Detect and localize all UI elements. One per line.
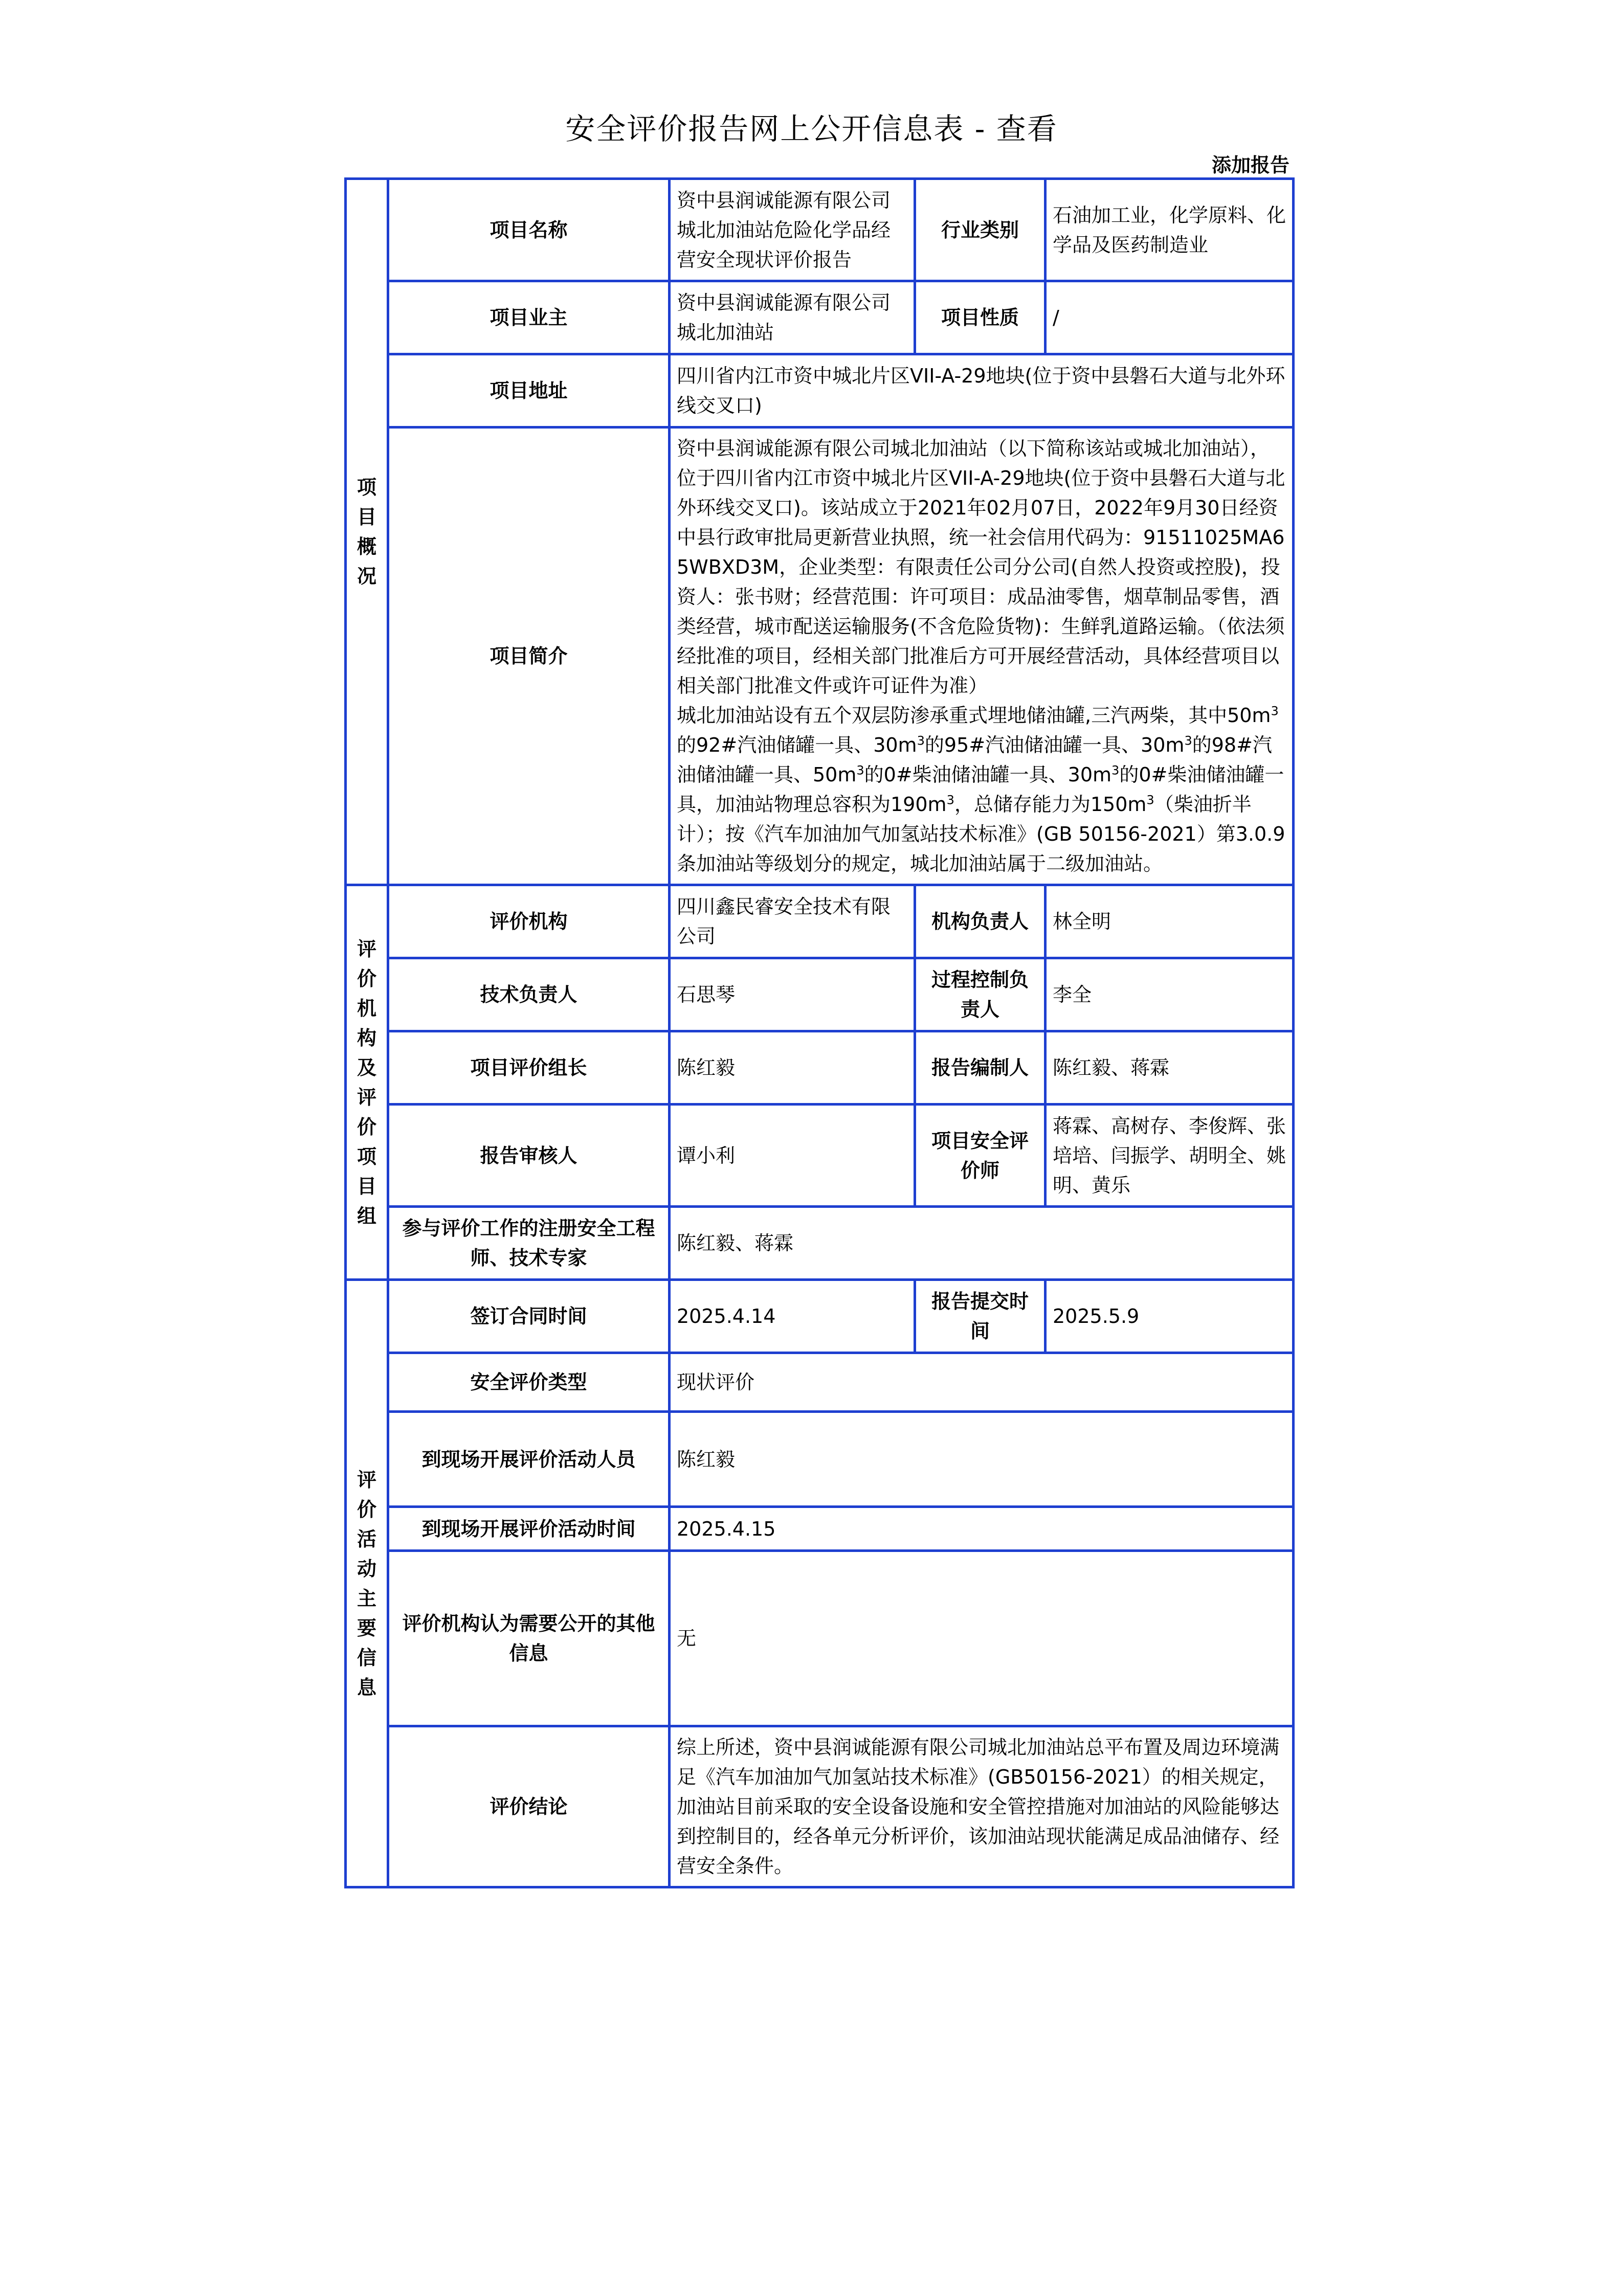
engineers-value: 陈红毅、蒋霖 xyxy=(670,1207,1294,1280)
tech-head-label: 技术负责人 xyxy=(388,958,670,1031)
org-label: 评价机构 xyxy=(388,885,670,958)
team-leader-label: 项目评价组长 xyxy=(388,1031,670,1105)
report-author-label: 报告编制人 xyxy=(915,1031,1046,1105)
site-staff-label: 到现场开展评价活动人员 xyxy=(388,1412,670,1507)
conclusion-value: 综上所述，资中县润诚能源有限公司城北加油站总平布置及周边环境满足《汽车加油加气加氢站技术标准》(GB50156-2021）的相关规定，加油站目前采取的安全设备设施和安全管控措施对加油站的风险能够达到控制目的，经各单元分析评价，该加油站现状能满足成品油储存、经营安全条件。 xyxy=(670,1726,1294,1887)
intro-paragraph: 资中县润诚能源有限公司城北加油站（以下简称该站或城北加油站），位于四川省内江市资中城北片区VII-A-29地块(位于资中县磐石大道与北外环线交叉口)。该站成立于2021年02月07日，2022年9月30日经资中县行政审批局更新营业执照，统一社会信用代码为：91511025MA65WBXD3M，企业类型：有限责任公司分公司(自然人投资或控股)，投资人：张书财；经营范围：许可项目：成品油零售，烟草制品零售，酒类经营，城市配送运输服务(不含危险货物)：生鲜乳道路运输。（依法须经批准的项目，经相关部门批准后方可开展经营活动，具体经营项目以相关部门批准文件或许可证件为准） xyxy=(677,437,1285,697)
table-row xyxy=(346,1412,1294,1507)
section-label-activity: 评价活动主要信息 xyxy=(346,1280,388,1887)
submit-time-value: 2025.5.9 xyxy=(1046,1280,1294,1353)
site-time-label: 到现场开展评价活动时间 xyxy=(388,1507,670,1551)
table-row xyxy=(346,1507,1294,1551)
owner-value: 资中县润诚能源有限公司城北加油站 xyxy=(670,281,915,354)
team-leader-value: 陈红毅 xyxy=(670,1031,915,1105)
table-row xyxy=(346,885,1294,958)
table-row xyxy=(346,958,1294,1031)
intro-label: 项目简介 xyxy=(388,427,670,885)
org-head-label: 机构负责人 xyxy=(915,885,1046,958)
table-row xyxy=(346,1353,1294,1412)
project-name-value: 资中县润诚能源有限公司城北加油站危险化学品经营安全现状评价报告 xyxy=(670,179,915,281)
add-report-link[interactable]: 添加报告 xyxy=(1211,154,1289,176)
intro-value xyxy=(670,427,1294,885)
table-row xyxy=(346,427,1294,885)
table-row xyxy=(346,354,1294,427)
table-row xyxy=(346,1207,1294,1280)
section-label-org: 评价机构及评价项目组 xyxy=(346,885,388,1280)
table-row xyxy=(346,1105,1294,1207)
industry-label: 行业类别 xyxy=(915,179,1046,281)
eval-type-value: 现状评价 xyxy=(670,1353,1294,1412)
conclusion-label: 评价结论 xyxy=(388,1726,670,1887)
intro-tank-paragraph: 城北加油站设有五个双层防渗承重式埋地储油罐,三汽两柴，其中$50m^3$的92#汽油储罐一具、$30m^3$的95#汽油储油罐一具、$30m^3$的98#汽油储油罐一具、$50m^3$的0#柴油储油罐一具、$30m^3$的0#柴油储油罐一具，加油站物理总容积为$190m^3$，总储存能力为$150m^3$（柴油折半计）；按《汽车加油加气加氢站技术标准》(GB 50156-2021）第3.0.9条加油站等级划分的规定，城北加油站属于二级加油站。 xyxy=(677,704,1285,875)
table-row xyxy=(346,281,1294,354)
other-info-value: 无 xyxy=(670,1551,1294,1726)
reviewer-value: 谭小利 xyxy=(670,1105,915,1207)
engineers-label: 参与评价工作的注册安全工程师、技术专家 xyxy=(388,1207,670,1280)
info-table xyxy=(344,177,1295,1888)
eval-type-label: 安全评价类型 xyxy=(388,1353,670,1412)
industry-value: 石油加工业，化学原料、化学品及医药制造业 xyxy=(1046,179,1294,281)
table-row xyxy=(346,179,1294,281)
nature-label: 项目性质 xyxy=(915,281,1046,354)
project-name-label: 项目名称 xyxy=(388,179,670,281)
site-time-value: 2025.4.15 xyxy=(670,1507,1294,1551)
contract-time-label: 签订合同时间 xyxy=(388,1280,670,1353)
address-value: 四川省内江市资中城北片区VII-A-29地块(位于资中县磐石大道与北外环线交叉口) xyxy=(670,354,1294,427)
other-info-label: 评价机构认为需要公开的其他信息 xyxy=(388,1551,670,1726)
table-row xyxy=(346,1726,1294,1887)
process-head-value: 李全 xyxy=(1046,958,1294,1031)
table-row xyxy=(346,1551,1294,1726)
table-row xyxy=(346,1280,1294,1353)
org-value: 四川鑫民睿安全技术有限公司 xyxy=(670,885,915,958)
page-title: 安全评价报告网上公开信息表 - 查看 xyxy=(565,111,1058,146)
reviewer-label: 报告审核人 xyxy=(388,1105,670,1207)
contract-time-value: 2025.4.14 xyxy=(670,1280,915,1353)
nature-value: / xyxy=(1046,281,1294,354)
table-row xyxy=(346,1031,1294,1105)
section-label-overview: 项目概况 xyxy=(346,179,388,885)
org-head-value: 林全明 xyxy=(1046,885,1294,958)
process-head-label: 过程控制负责人 xyxy=(915,958,1046,1031)
owner-label: 项目业主 xyxy=(388,281,670,354)
tech-head-value: 石思琴 xyxy=(670,958,915,1031)
site-staff-value: 陈红毅 xyxy=(670,1412,1294,1507)
address-label: 项目地址 xyxy=(388,354,670,427)
report-author-value: 陈红毅、蒋霖 xyxy=(1046,1031,1294,1105)
assessors-value: 蒋霖、高树存、李俊辉、张培培、闫振学、胡明全、姚明、黄乐 xyxy=(1046,1105,1294,1207)
assessors-label: 项目安全评价师 xyxy=(915,1105,1046,1207)
submit-time-label: 报告提交时间 xyxy=(915,1280,1046,1353)
